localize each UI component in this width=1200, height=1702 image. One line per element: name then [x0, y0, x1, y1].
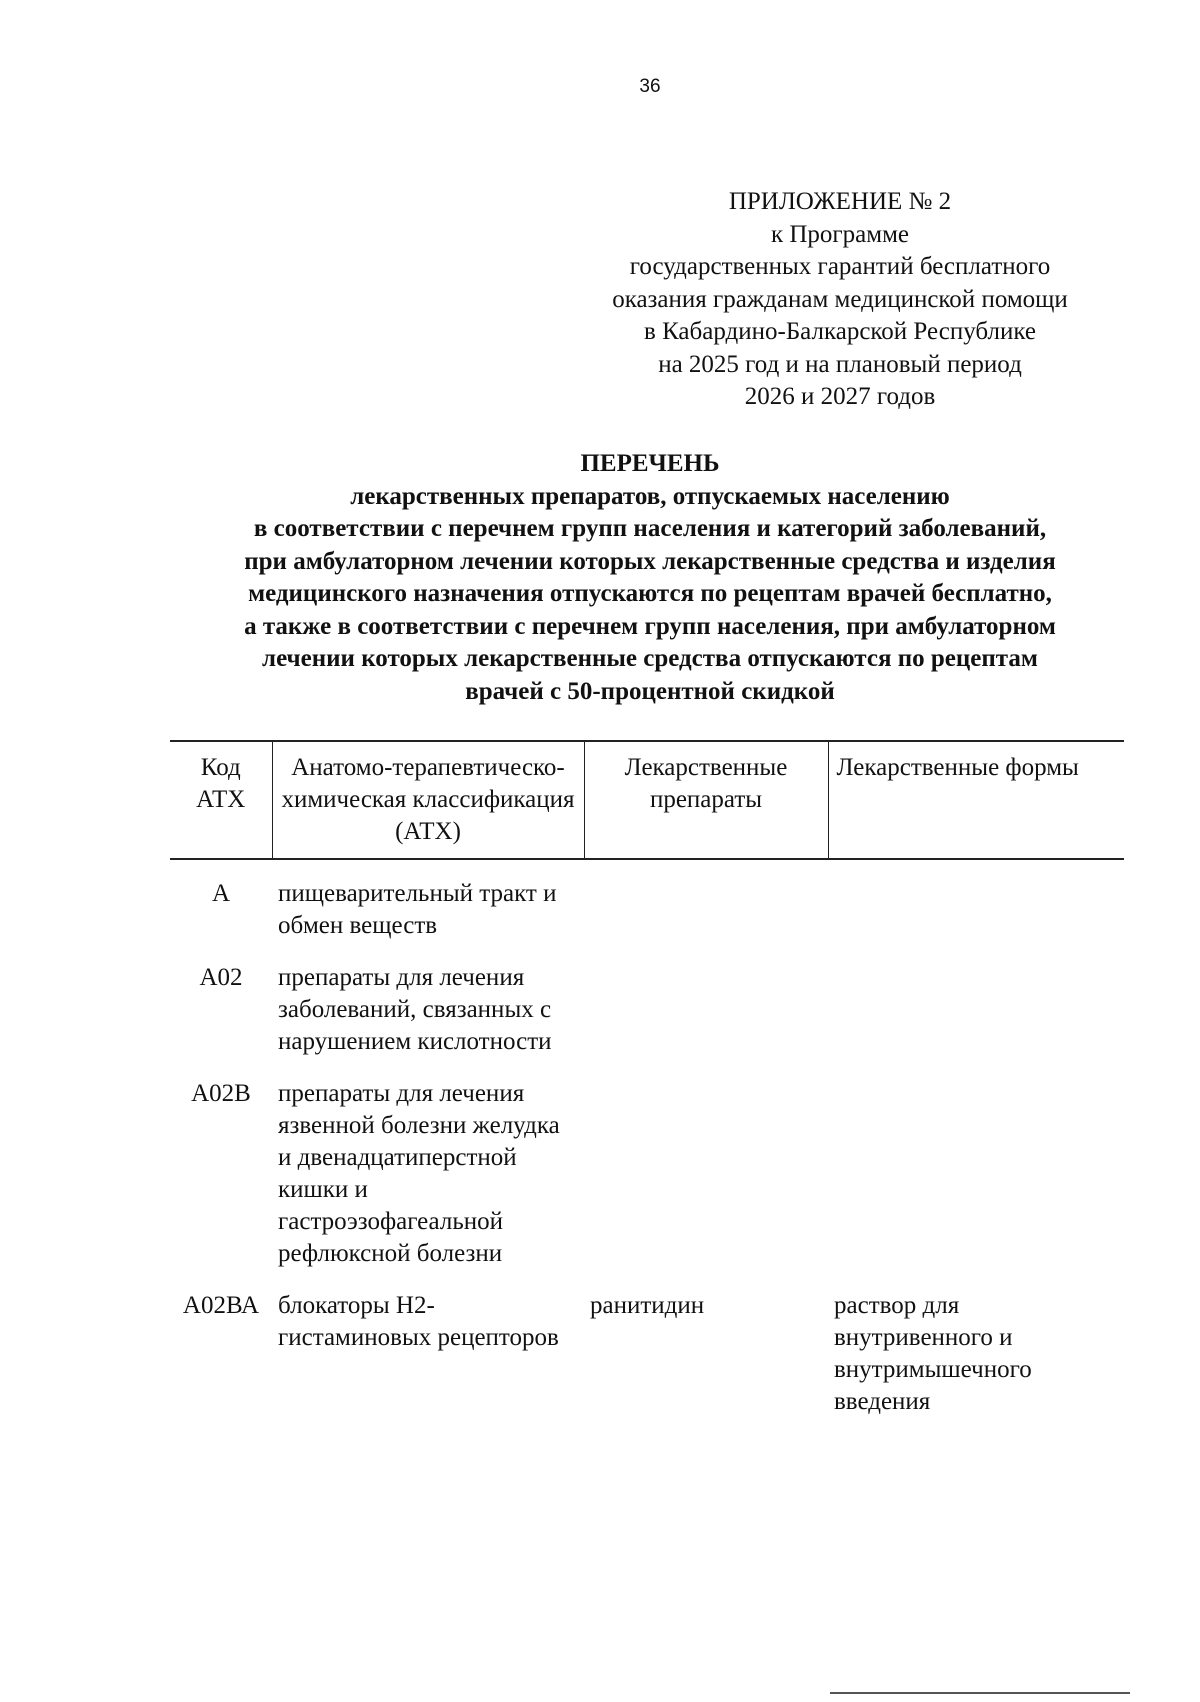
annex-line: оказания гражданам медицинской помощи: [612, 285, 1068, 313]
cell-code: А: [211, 880, 231, 907]
drug-table: [170, 740, 1124, 1438]
title-line: лечении которых лекарственные средства отпускаются по рецептам: [262, 645, 1038, 672]
cell-form: [828, 1078, 1124, 1290]
cell-code: А02В: [191, 1080, 251, 1107]
title-line: при амбулаторном лечении которых лекарственные средства и изделия: [244, 547, 1056, 575]
page-number: 36: [639, 76, 661, 97]
table-row: [170, 859, 1124, 962]
annex-block: [560, 186, 1120, 414]
cell-drug: [584, 1078, 828, 1290]
annex-line: 2026 и 2027 годов: [744, 383, 936, 410]
cell-code: А02ВА: [182, 1292, 260, 1319]
cell-classification: препараты для лечения язвенной болезни желудка и двенадцатиперстной кишки и гастроэзофагеальной рефлюксной болезни: [278, 1080, 560, 1267]
cell-classification: препараты для лечения заболеваний, связанных с нарушением кислотности: [278, 964, 552, 1055]
table-row: [170, 962, 1124, 1078]
header-drugs: Лекарственные препараты: [584, 741, 828, 859]
cell-drug: [584, 859, 828, 962]
document-title: [150, 448, 1150, 708]
cell-classification: блокаторы Н2-гистаминовых рецепторов: [278, 1292, 559, 1351]
title-line: в соответствии с перечнем групп населения и категорий заболеваний,: [253, 515, 1047, 542]
header-classification: Анатомо-терапевтическо-химическая классификация (АТХ): [272, 741, 584, 859]
cell-code: А02: [199, 964, 243, 991]
title-line: медицинского назначения отпускаются по рецептам врачей бесплатно,: [248, 580, 1052, 607]
drug-table-container: [170, 740, 1124, 1438]
header-code: Код АТХ: [170, 741, 272, 859]
annex-line: в Кабардино-Балкарской Республике: [644, 318, 1036, 345]
cell-drug: [584, 962, 828, 1078]
cell-form: [828, 962, 1124, 1078]
cell-classification: пищеварительный тракт и обмен веществ: [278, 880, 557, 939]
title-line: врачей с 50-процентной скидкой: [465, 677, 835, 705]
table-row: [170, 1078, 1124, 1290]
title-line: а также в соответствии с перечнем групп населения, при амбулаторном: [244, 612, 1056, 640]
table-row: [170, 1290, 1124, 1438]
title-line: лекарственных препаратов, отпускаемых населению: [350, 482, 950, 510]
cell-form: раствор для внутривенного и внутримышечного введения: [834, 1292, 1032, 1415]
annex-line: к Программе: [770, 220, 910, 248]
bottom-rule: [830, 1692, 1130, 1694]
annex-line: на 2025 год и на плановый период: [658, 350, 1022, 378]
title-heading: ПЕРЕЧЕНЬ: [580, 450, 720, 477]
annex-line: государственных гарантий бесплатного: [629, 253, 1051, 280]
header-forms: Лекарственные формы: [828, 741, 1124, 859]
annex-line: ПРИЛОЖЕНИЕ № 2: [728, 188, 952, 215]
table-header-row: [170, 741, 1124, 859]
cell-form: [828, 859, 1124, 962]
cell-drug: ранитидин: [590, 1292, 705, 1319]
